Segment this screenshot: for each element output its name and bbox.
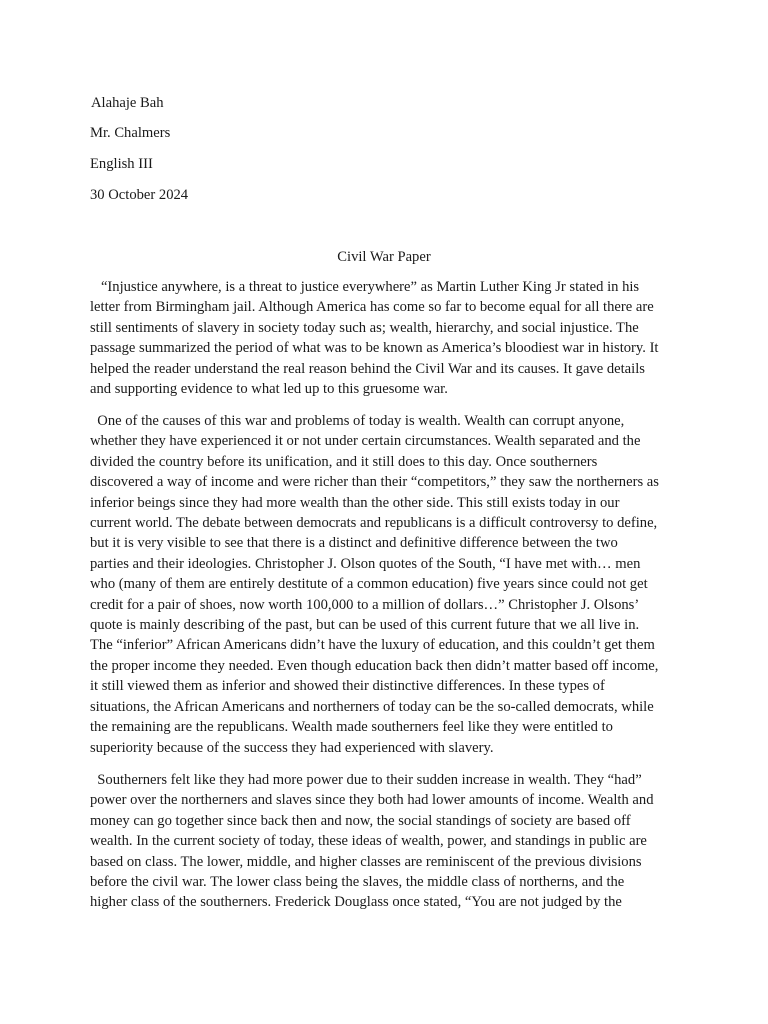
paragraph-2 xyxy=(90,411,680,758)
paragraph-line: inferior beings since they had more wealth than the other side. This still exists today in our xyxy=(90,494,620,511)
paragraph-line: who (many of them are entirely destitute of a common education) five years since could not get xyxy=(90,576,648,593)
paragraph-line: discovered a way of income and were richer than their “competitors,” they saw the northerners as xyxy=(90,474,659,491)
paragraph-line: quote is mainly describing of the past, but can be used of this current future that we all live in. xyxy=(90,617,640,634)
paragraph-line: helped the reader understand the real reason behind the Civil War and its causes. It gave details xyxy=(90,360,645,377)
course-name: English III xyxy=(90,156,153,172)
student-name: Alahaje Bah xyxy=(91,95,164,111)
paragraph-line: but it is very visible to see that there is a distinct and definitive difference between the two xyxy=(90,535,618,552)
paragraph-line: situations, the African Americans and northerners of today can be the so-called democrats, while xyxy=(90,698,654,715)
paragraph-line: before the civil war. The lower class being the slaves, the middle class of northerns, and the xyxy=(90,874,625,891)
paragraph-line: based on class. The lower, middle, and higher classes are reminiscent of the previous divisions xyxy=(90,853,642,870)
paragraph-line: divided the country before its unification, and it still does to this day. Once southerners xyxy=(90,453,598,470)
paragraph-line: higher class of the southerners. Frederick Douglass once stated, “You are not judged by the xyxy=(90,894,622,911)
paragraph-line: Southerners felt like they had more power due to their sudden increase in wealth. They “had” xyxy=(90,772,642,788)
paragraph-line: it still viewed them as inferior and showed their distinctive differences. In these types of xyxy=(90,678,605,695)
teacher-name: Mr. Chalmers xyxy=(90,125,171,141)
paragraph-line: “Injustice anywhere, is a threat to justice everywhere” as Martin Luther King Jr stated in his xyxy=(90,279,640,295)
paragraph-line: and supporting evidence to what led up to this gruesome war. xyxy=(90,381,448,398)
paragraph-line: superiority because of the success they had experienced with slavery. xyxy=(90,739,494,756)
paragraph-line: power over the northerners and slaves since they both had lower amounts of income. Wealth and xyxy=(90,792,654,809)
paragraph-line: One of the causes of this war and problems of today is wealth. Wealth can corrupt anyone, xyxy=(90,413,625,429)
paragraph-line: parties and their ideologies. Christopher J. Olson quotes of the South, “I have met with… men xyxy=(90,555,641,572)
paragraph-line: whether they have experienced it or not under certain circumstances. Wealth separated and the xyxy=(90,433,641,450)
paper-title: Civil War Paper xyxy=(337,249,431,265)
paragraph-3 xyxy=(90,770,680,913)
paragraph-line: credit for a pair of shoes, now worth 100,000 to a million of dollars…” Christopher J. Olsons’ xyxy=(90,596,640,613)
paragraph-line: money can go together since back then and now, the social standings of society are based off xyxy=(90,812,631,829)
paragraph-line: The “inferior” African Americans didn’t have the luxury of education, and this couldn’t get them xyxy=(90,637,655,654)
paragraph-1 xyxy=(90,277,680,399)
paper-date: 30 October 2024 xyxy=(90,187,189,203)
paragraph-line: letter from Birmingham jail. Although America has come so far to become equal for all there are xyxy=(90,299,654,316)
paragraph-line: still sentiments of slavery in society today such as; wealth, hierarchy, and social injustice. The xyxy=(90,319,639,336)
paragraph-line: passage summarized the period of what was to be known as America’s bloodiest war in history. It xyxy=(90,340,659,357)
paragraph-line: the remaining are the republicans. Wealth made southerners feel like they were entitled to xyxy=(90,719,613,736)
paragraph-line: current world. The debate between democrats and republicans is a difficult controversy to define, xyxy=(90,515,658,532)
paragraph-line: the proper income they needed. Even though education back then didn’t matter based off income, xyxy=(90,657,659,674)
paragraph-line: wealth. In the current society of today, these ideas of wealth, power, and standings in public are xyxy=(90,833,647,850)
